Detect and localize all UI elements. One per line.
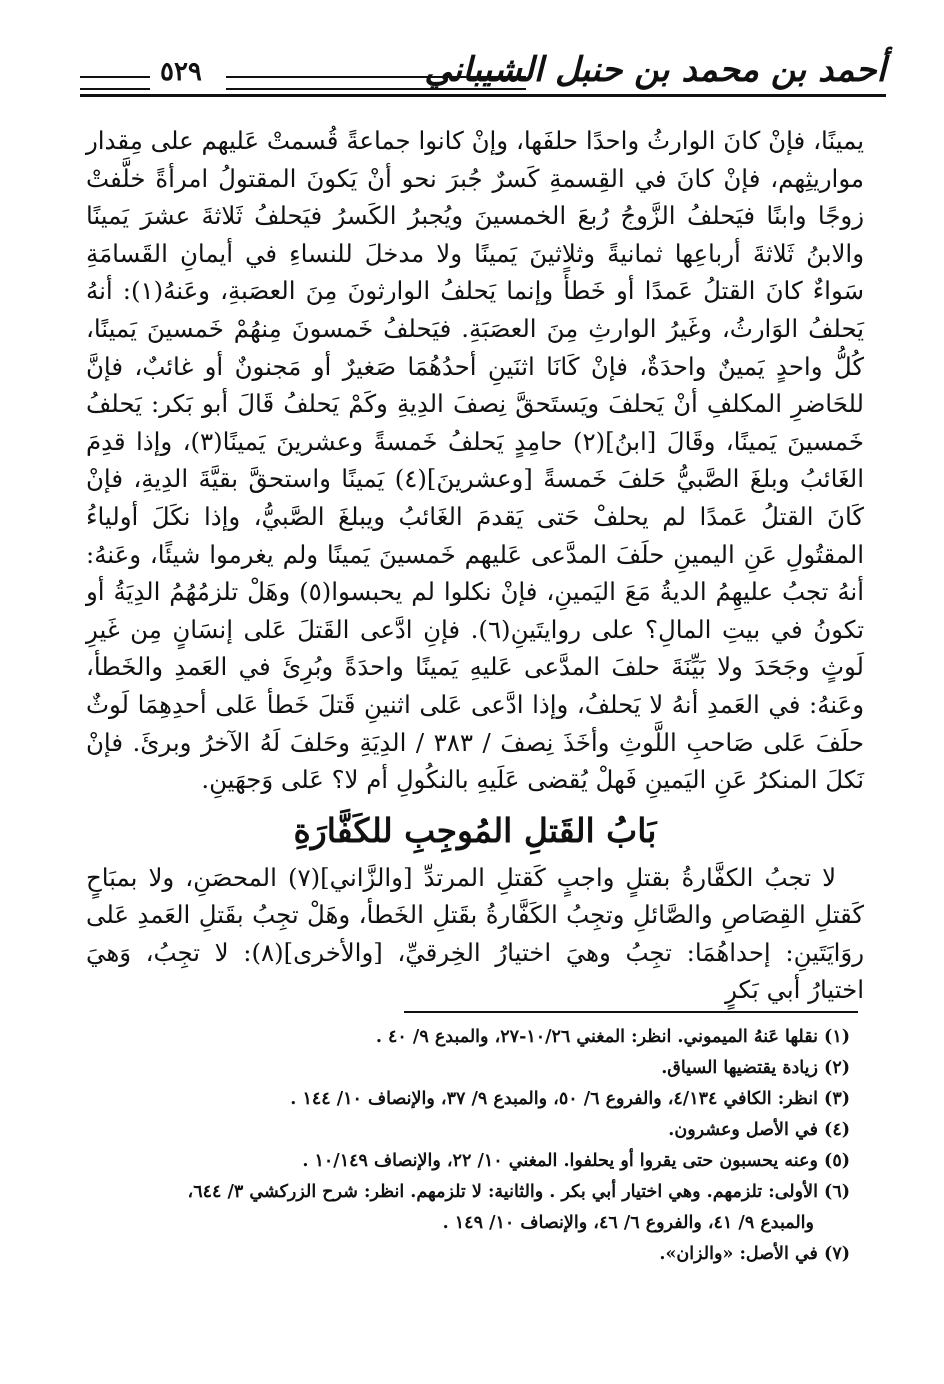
footnote: (٣) انظر: الكافي ٤/١٣٤، والفروع ٦/ ٥٠، والمبدع ٩/ ٣٧، والإنصاف ١٠/ ١٤٤ . — [290, 1089, 850, 1109]
paragraph: لا تجبُ الكفَّارةُ بقتلٍ واجبٍ كَقتلِ المرتدِّ [والزَّاني](٧) المحصَنِ، ولا بمبَاحٍ كَقتلِ القِصَاصِ والصَّائلِ وتجِبُ الكَفَّارةُ بقَتلِ الخَطأ، وهَلْ تجِبُ بقَتلِ العَمدِ عَلى روَايَتَينِ: إحداهُمَا: تجِبُ وهيَ اختيارُ الخِرقيِّ، [والأخرى](٨): لا تجِبُ، وَهيَ اختيارُ أبي بَكرٍ — [86, 862, 864, 1005]
main-text — [86, 122, 864, 1009]
footnotes — [150, 1022, 850, 1270]
footnote-continuation: والمبدع ٩/ ٤١، والفروع ٦/ ٤٦، والإنصاف ١٠/ ١٤٩ . — [442, 1213, 814, 1233]
footnote: (٦) الأولى: تلزمهم. وهي اختيار أبي بكر . والثانية: لا تلزمهم. انظر: شرح الزركشي ٣/ ٦٤٤، — [187, 1182, 850, 1202]
footnote-separator — [404, 1011, 858, 1013]
section-heading: بَابُ القَتلِ المُوجِبِ للكَفَّارَةِ — [293, 810, 657, 850]
footnote: (٥) وعنه يحسبون حتى يقروا أو يحلفوا. المغني ١٠/ ٢٢، والإنصاف ١٠/١٤٩ . — [302, 1151, 850, 1171]
running-title: أحمد بن محمد بن حنبل الشيباني — [424, 50, 886, 90]
footnote: (٤) في الأصل وعشرون. — [668, 1120, 850, 1140]
page-number: ٥٢٩ — [160, 57, 202, 87]
footnote: (١) نقلها عَنهُ الميموني. انظر: المغني ١٠/٢٦-٢٧، والمبدع ٩/ ٤٠ . — [375, 1027, 850, 1047]
paragraph: يمينًا، فإنْ كانَ الوارثُ واحدًا حلفَها، وإنْ كانوا جماعةً قُسمتْ عَليهم على مِقدار مواريثِهم، فإنْ كانَ في القِسمةِ كَسرٌ جُبرَ نحو أنْ يَكونَ المقتولُ امرأةً خلَّفتْ زوجًا وابنًا فيَحلفُ الزَّوجُ رُبعَ الخمسينَ ويُجبرُ الكَسرُ فيَحلفُ ثَلاثةَ عشرَ يَمينًا والابنُ ثَلاثةَ أرباعِها ثمانيةً وثلاثينَ يَمينًا ولا مدخلَ للنساءِ في أيمانِ القَسامَةِ سَواءٌ كانَ القتلُ عَمدًا أو خَطأً وإنما يَحلفُ الوارثونَ مِنَ العصَبةِ، وعَنهُ(١): أنهُ يَحلفُ الوَارثُ، وغَيرُ الوارثِ مِنَ العصَبَةِ. فيَحلفُ خَمسونَ مِنهُمْ خَمسينَ يَمينًا، كُلُّ واحدٍ يَمينٌ واحدَةٌ، فإنْ كَانَا اثنَينِ أحدُهُمَا صَغيرٌ أو مَجنونٌ أو غائبٌ، فإنَّ للحَاضرِ المكلفِ أنْ يَحلفَ ويَستَحقَّ نِصفَ الدِيةِ وكَمْ يَحلفُ قَالَ أبو بَكر: يَحلفُ خَمسينَ يَمينًا، وقَالَ [ابنُ](٢) حامِدٍ يَحلفُ خَمسةً وعشرينَ يَمينًا(٣)، وإذا قدِمَ الغَائبُ وبلغَ الصَّبيُّ حَلفَ خَمسةً [وعشرينَ](٤) يَمينًا واستحقَّ بقيَّةَ الدِيةِ، فإنْ كَانَ القتلُ عَمدًا لم يحلفْ حَتى يَقدمَ الغَائبُ ويبلغَ الصَّبيُّ، وإذا نكَلَ أولياءُ المقتُولِ عَنِ اليمينِ حلَفَ المدَّعى عَليهم خَمسينَ يَمينًا ولم يغرموا شيئًا، وعَنهُ: أنهُ تجبُ عليهِمُ الديةُ مَعَ اليَمينِ، فإنْ نكلوا لم يحبسوا(٥) وهَلْ تلزمُهُمُ الدِيَةُ أو تكونُ في بيتِ المالِ؟ على روايتَينِ(٦). فإنِ ادَّعى القَتلَ عَلى إنسَانٍ مِن غَيرِ لَوثٍ وجَحَدَ ولا بَيِّنَةَ حلفَ المدَّعى عَليهِ يَمينًا واحدَةً وبُرِئَ في العَمدِ والخَطأ، وعَنهُ: في العَمدِ أنهُ لا يَحلفُ، وإذا ادَّعى عَلى اثنينِ قَتلَ خَطأ عَلى أحدِهِمَا لَوثٌ حلَفَ عَلى صَاحبِ اللَّوثِ وأخَذَ نِصفَ / ٣٨٣ / الدِيَةِ وحَلفَ لَهُ الآخرُ وبرئَ. فإنْ نَكلَ المنكرُ عَنِ اليَمينِ فَهلْ يُقضى عَلَيهِ بالنكُولِ أم لا؟ عَلى وَجهَينِ. — [86, 126, 865, 795]
header-underline — [80, 94, 886, 97]
footnote: (٢) زيادة يقتضيها السياق. — [661, 1058, 850, 1078]
header-double-rule-short — [80, 76, 150, 90]
footnote: (٧) في الأصل: «والزان». — [659, 1244, 850, 1264]
header-double-rule — [226, 76, 526, 90]
